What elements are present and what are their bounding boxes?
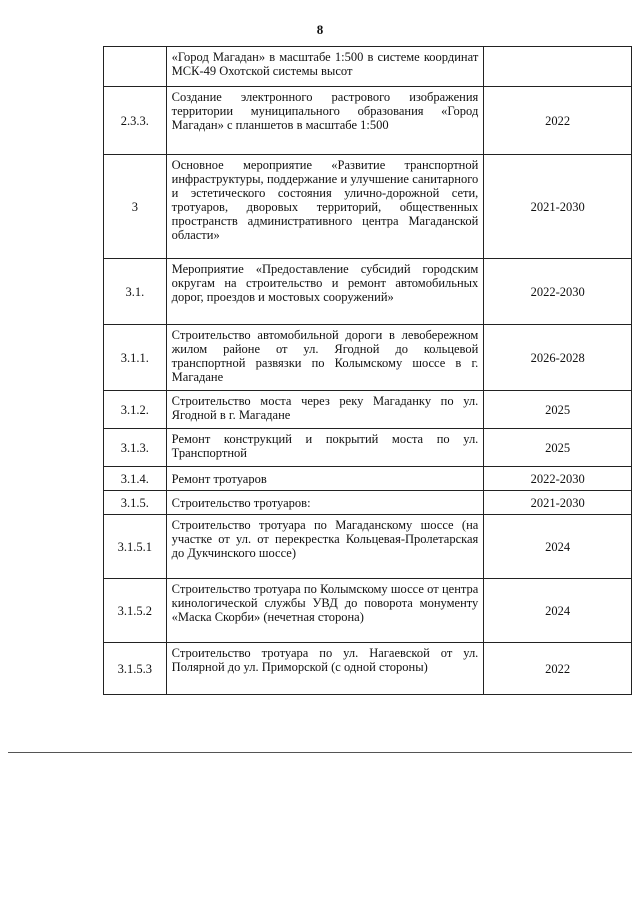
table-row — [104, 579, 632, 643]
row-number: 3.1.5.3 — [104, 643, 167, 695]
row-description: Строительство моста через реку Магаданку по ул. Ягодной в г. Магадане — [166, 391, 484, 429]
table-row — [104, 429, 632, 467]
table-row — [104, 491, 632, 515]
row-description: Строительство тротуара по Магаданскому шоссе (на участке от ул. от перекрестка Кольцевая-Пролетарская до Дукчинского шоссе) — [166, 515, 484, 579]
row-description: Строительство тротуара по ул. Нагаевской от ул. Полярной до ул. Приморской (с одной стороны) — [166, 643, 484, 695]
row-term: 2022 — [484, 643, 632, 695]
row-description: Мероприятие «Предоставление субсидий городским округам на строительство и ремонт автомобильных дорог, проездов и мостовых сооружений» — [166, 259, 484, 325]
row-description: Ремонт конструкций и покрытий моста по ул. Транспортной — [166, 429, 484, 467]
row-term: 2026-2028 — [484, 325, 632, 391]
table-row — [104, 325, 632, 391]
row-description: Основное мероприятие «Развитие транспортной инфраструктуры, поддержание и улучшение санитарного и эстетического состояния улично-дорожной сети, тротуаров, дворовых территорий, общественных пространств административного центра Магаданской области» — [166, 155, 484, 259]
row-description: Создание электронного растрового изображения территории муниципального образования «Город Магадан» с планшетов в масштабе 1:500 — [166, 87, 484, 155]
measures-table — [103, 46, 632, 695]
row-number: 3.1.5.1 — [104, 515, 167, 579]
row-term: 2024 — [484, 515, 632, 579]
row-term: 2025 — [484, 429, 632, 467]
table-row — [104, 643, 632, 695]
row-number: 3.1.5. — [104, 491, 167, 515]
row-number: 2.3.3. — [104, 87, 167, 155]
row-description: Строительство автомобильной дороги в левобережном жилом районе от ул. Ягодной до кольцевой транспортной развязки по Колымскому шоссе в г. Магадане — [166, 325, 484, 391]
row-term: 2022 — [484, 87, 632, 155]
page-number: 8 — [316, 22, 324, 37]
row-term: 2024 — [484, 579, 632, 643]
table-row — [104, 259, 632, 325]
row-term: 2022-2030 — [484, 467, 632, 491]
row-number: 3.1.2. — [104, 391, 167, 429]
row-number: 3.1.5.2 — [104, 579, 167, 643]
row-term: 2021-2030 — [484, 155, 632, 259]
table-row — [104, 47, 632, 87]
row-description: Строительство тротуара по Колымскому шоссе от центра кинологической службы УВД до поворота монументу «Маска Скорби» (нечетная сторона) — [166, 579, 484, 643]
table-row — [104, 391, 632, 429]
row-number: 3 — [104, 155, 167, 259]
row-description: Строительство тротуаров: — [166, 491, 484, 515]
page-separator-line — [8, 752, 632, 753]
table-row — [104, 467, 632, 491]
row-term: 2025 — [484, 391, 632, 429]
row-term: 2021-2030 — [484, 491, 632, 515]
table-row — [104, 515, 632, 579]
table-row — [104, 155, 632, 259]
row-number: 3.1.4. — [104, 467, 167, 491]
row-description: «Город Магадан» в масштабе 1:500 в системе координат МСК-49 Охотской системы высот — [166, 47, 484, 87]
row-term: 2022-2030 — [484, 259, 632, 325]
row-term — [484, 47, 632, 87]
row-description: Ремонт тротуаров — [166, 467, 484, 491]
row-number: 3.1.3. — [104, 429, 167, 467]
row-number: 3.1.1. — [104, 325, 167, 391]
row-number — [104, 47, 167, 87]
table-row — [104, 87, 632, 155]
row-number: 3.1. — [104, 259, 167, 325]
